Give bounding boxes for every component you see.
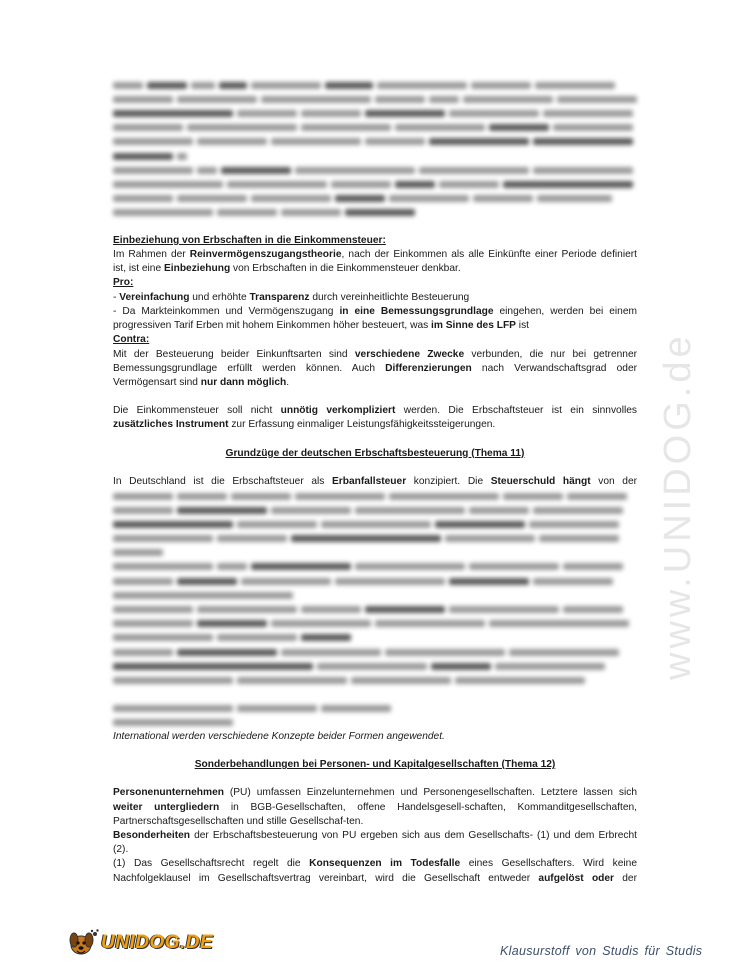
footer-slogan: Klausurstoff von Studis für Studis: [500, 944, 703, 958]
watermark: [640, 260, 710, 690]
contra-line-3: Vermögensart sind nur dann möglich.: [113, 376, 290, 388]
blurred-paragraph-top: [113, 78, 637, 220]
pu-special-line-1: Besonderheiten der Erbschaftsbesteuerung von PU ergeben sich aus dem Gesellschafts- (1) und dem Erbrecht: [113, 829, 637, 841]
income-intro-line-1: Im Rahmen der Reinvermögenszugangstheorie, nach der Einkommen als alle Einkünfte einer Periode definiert: [113, 249, 637, 261]
logo-text: UNIDOG.DE: [101, 932, 214, 953]
pu-para-line-2: weiter untergliedern in BGB-Gesellschaften, offene Handelsgesell-schaften, Kommanditgesellschaften,: [113, 801, 637, 813]
closing-line-2: zusätzliches Instrument zur Erfassung einmaliger Leistungsfähigkeitssteigerungen.: [113, 419, 496, 431]
pro-item-2-line-2: progressiven Tarif Erben mit hohem Einkommen höher besteuert, was im Sinne des LFP ist: [113, 320, 529, 332]
contra-line-1: Mit der Besteuerung beider Einkunftsarten sind verschiedene Zwecke verbunden, die nur bei getrenner: [113, 348, 637, 360]
contra-line-2: Bemessungsgrundlage erfüllt werden können. Auch Differenzierungen nach Verwandschaftsgrad oder: [113, 362, 637, 374]
section-heading-thema-11: Grundzüge der deutschen Erbschaftsbesteuerung (Thema 11): [225, 447, 525, 459]
watermark-svg: [640, 260, 710, 690]
pu-para-line-3: Partnerschaftsgesellschaften und stille Gesellschaf-ten.: [113, 815, 364, 827]
closing-line-1: Die Einkommensteuer soll nicht unnötig verkompliziert werden. Die Erbschaftsteuer ist ein sinnvolles: [113, 405, 637, 417]
pu-special-line-2: (2).: [113, 844, 129, 856]
pu-law-line-1: (1) Das Gesellschaftsrecht regelt die Konsequenzen im Todesfalle eines Gesellschafters. Wird keine: [113, 858, 637, 870]
pro-item-1: - Vereinfachung und erhöhte Transparenz durch vereinheitlichte Besteuerung: [113, 291, 470, 303]
income-intro-line-2: ist, ist eine Einbeziehung von Erbschaften in die Einkommensteuer denkbar.: [113, 263, 461, 275]
contra-label: Contra:: [113, 334, 150, 346]
pro-item-2-line-1: - Da Markteinkommen und Vermögenszugang in eine Bemessungsgrundlage eingehen, werden bei einem: [113, 305, 637, 317]
pro-label: Pro:: [113, 277, 134, 289]
document-page: [113, 78, 637, 886]
international-note: International werden verschiedene Konzepte beider Formen angewendet.: [113, 730, 445, 742]
watermark-text: www.UNIDOG.de: [657, 332, 699, 680]
pu-para-line-1: Personenunternehmen (PU) umfassen Einzelunternehmen und Personengesellschaften. Letztere lassen sich: [113, 787, 637, 799]
dog-icon: [65, 928, 99, 958]
footer-logo: [65, 928, 213, 958]
pu-law-line-2: Nachfolgeklausel im Gesellschaftsvertrag vereinbart, wird die Gesellschaft entweder aufgelöst oder der: [113, 872, 637, 884]
section-heading-income-tax: Einbeziehung von Erbschaften in die Einkommensteuer:: [113, 234, 386, 246]
section-heading-thema-12: Sonderbehandlungen bei Personen- und Kapitalgesellschaften (Thema 12): [194, 759, 556, 771]
blurred-paragraph-middle: [113, 489, 637, 730]
thema-11-intro-line: In Deutschland ist die Erbschaftsteuer als Erbanfallsteuer konzipiert. Die Steuerschuld hängt von der: [113, 475, 637, 487]
